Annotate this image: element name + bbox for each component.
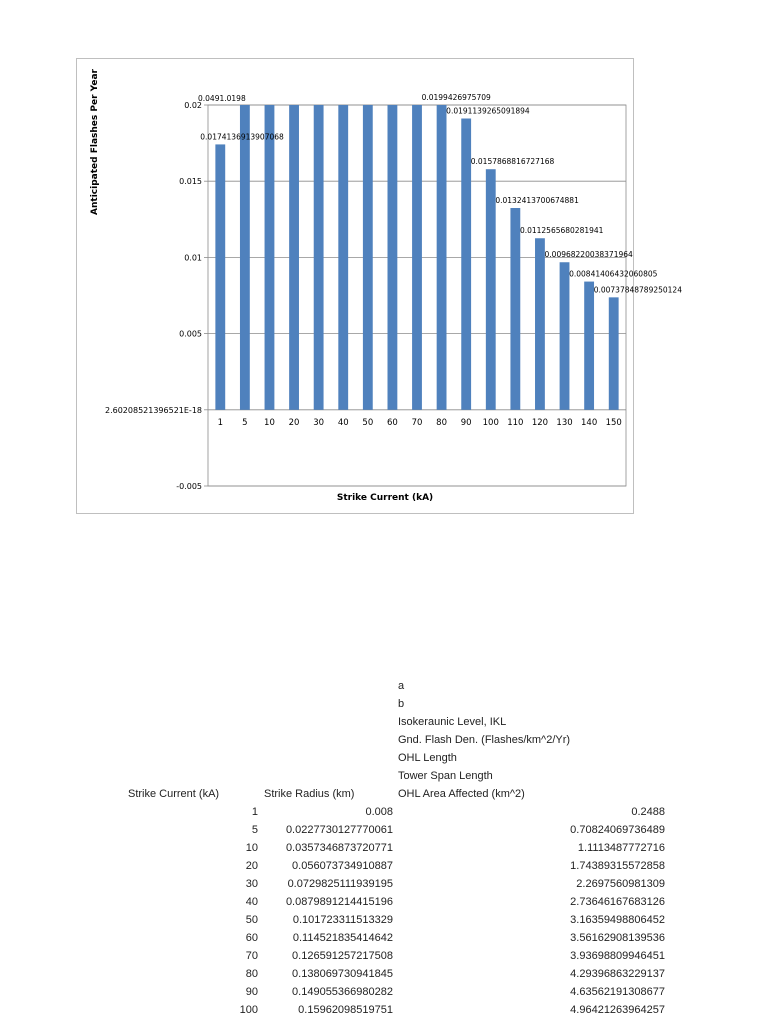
table-row <box>0 968 768 986</box>
strike-current-cell: 80 <box>245 968 258 980</box>
parameter-label: Isokeraunic Level, IKL <box>398 716 507 728</box>
area-affected-cell: 4.96421263964257 <box>570 1004 665 1016</box>
table-row <box>0 986 768 1004</box>
strike-current-cell: 5 <box>251 824 258 836</box>
strike-current-cell: 1 <box>251 806 258 818</box>
area-affected-cell: 1.74389315572858 <box>570 860 665 872</box>
data-label: 0.0199426975709 <box>421 93 491 102</box>
y-tick-label: 2.60208521396521E-18 <box>104 405 202 415</box>
strike-radius-cell: 0.114521835414642 <box>292 932 393 944</box>
strike-radius-cell: 0.056073734910887 <box>292 860 393 872</box>
x-tick-label: 140 <box>581 417 598 428</box>
strike-current-cell: 60 <box>245 932 258 944</box>
bar <box>437 105 447 410</box>
bar <box>363 105 373 410</box>
strike-radius-cell: 0.0879891214415196 <box>285 896 393 908</box>
header-strike-radius: Strike Radius (km) <box>264 788 355 800</box>
bar <box>215 144 225 409</box>
x-tick-label: 20 <box>288 417 300 428</box>
table-row <box>0 1004 768 1022</box>
area-affected-cell: 3.56162908139536 <box>570 932 665 944</box>
area-affected-cell: 2.73646167683126 <box>570 896 665 908</box>
table-row <box>0 824 768 842</box>
bar <box>560 262 570 410</box>
area-affected-cell: 4.29396863229137 <box>570 968 665 980</box>
table-row <box>0 860 768 878</box>
data-label: 0.0157868816727168 <box>470 157 555 167</box>
x-tick-label: 1 <box>217 417 224 428</box>
strike-radius-cell: 0.008 <box>365 806 393 818</box>
strike-radius-cell: 0.149055366980282 <box>292 986 393 998</box>
bar <box>338 105 348 410</box>
data-label: 0.0132413700674881 <box>495 196 579 206</box>
y-tick-label: 0.02 <box>184 101 202 110</box>
table-row <box>0 878 768 896</box>
data-label: 0.0112565680281941 <box>519 226 604 236</box>
parameter-label: OHL Area Affected (km^2) <box>398 788 525 800</box>
bar <box>240 105 250 410</box>
x-tick-label: 50 <box>362 417 374 428</box>
table-row <box>0 896 768 914</box>
area-affected-cell: 1.1113487772716 <box>577 842 665 854</box>
bar <box>584 282 594 410</box>
y-tick-label: 0.01 <box>184 253 202 263</box>
parameter-label: Gnd. Flash Den. (Flashes/km^2/Yr) <box>398 734 571 746</box>
bar <box>535 238 545 410</box>
x-axis-title: Strike Current (kA) <box>336 493 434 503</box>
data-label: 0.00968220038371964 <box>544 250 633 260</box>
parameter-label: b <box>398 698 405 710</box>
strike-current-cell: 70 <box>245 950 258 962</box>
bar <box>609 297 619 409</box>
x-tick-label: 40 <box>337 417 349 428</box>
data-label: 0.00841406432060805 <box>569 269 658 279</box>
data-label: 0.0174136913907068 <box>200 132 284 142</box>
x-tick-label: 10 <box>264 417 275 428</box>
area-affected-cell: 3.16359498806452 <box>570 914 665 926</box>
bar <box>461 119 471 410</box>
area-affected-cell: 4.63562191308677 <box>570 986 665 998</box>
data-label-overlap: 0.0491.0198 <box>198 94 246 103</box>
x-tick-label: 130 <box>556 417 573 428</box>
bar <box>510 208 520 410</box>
x-tick-labels <box>218 418 622 428</box>
data-label: 0.00737848789250124 <box>593 285 682 295</box>
table-row <box>0 932 768 950</box>
area-affected-cell: 0.70824069736489 <box>570 824 665 836</box>
y-tick-label: 0.005 <box>179 329 202 339</box>
y-tick-label: 0.015 <box>179 177 202 187</box>
x-tick-label: 5 <box>242 417 248 428</box>
bar <box>412 105 422 410</box>
area-affected-cell: 2.2697560981309 <box>576 878 665 890</box>
table-row <box>0 950 768 968</box>
strike-radius-cell: 0.15962098519751 <box>298 1004 393 1016</box>
x-tick-label: 70 <box>411 417 423 428</box>
x-tick-label: 90 <box>460 417 472 428</box>
strike-radius-cell: 0.126591257217508 <box>292 950 393 962</box>
header-strike-current: Strike Current (kA) <box>128 788 220 800</box>
x-tick-label: 30 <box>313 417 325 428</box>
bar <box>265 105 275 410</box>
table-row <box>0 806 768 824</box>
y-axis-title: Anticipated Flashes Per Year <box>90 69 100 215</box>
area-affected-cell: 0.2488 <box>631 806 665 818</box>
table-row <box>0 914 768 932</box>
table-row <box>0 842 768 860</box>
y-tick-labels <box>105 101 202 491</box>
x-tick-label: 150 <box>605 417 622 428</box>
x-tick-label: 80 <box>436 417 448 428</box>
data-label: 0.0191139265091894 <box>446 106 530 116</box>
x-tick-label: 110 <box>507 417 524 428</box>
bar <box>289 105 299 410</box>
parameter-label: a <box>398 680 405 692</box>
x-tick-label: 100 <box>482 417 499 428</box>
strike-radius-cell: 0.0357346873720771 <box>285 842 393 854</box>
bar <box>387 105 397 410</box>
y-tick-label: -0.005 <box>176 482 202 491</box>
bar <box>314 105 324 410</box>
parameter-label: OHL Length <box>398 752 457 764</box>
strike-radius-cell: 0.0227730127770061 <box>285 824 393 836</box>
area-affected-cell: 3.93698809946451 <box>570 950 665 962</box>
strike-current-cell: 20 <box>245 860 258 872</box>
strike-radius-cell: 0.101723311513329 <box>292 914 393 926</box>
strike-current-cell: 90 <box>245 986 258 998</box>
strike-current-cell: 30 <box>245 878 258 890</box>
strike-current-cell: 10 <box>245 842 258 854</box>
strike-current-cell: 40 <box>245 896 258 908</box>
parameter-label: Tower Span Length <box>398 770 493 782</box>
x-tick-label: 60 <box>386 417 398 428</box>
bar <box>486 169 496 410</box>
strike-current-cell: 100 <box>239 1004 258 1016</box>
x-tick-label: 120 <box>531 417 549 428</box>
strike-radius-cell: 0.0729825111939195 <box>287 878 393 890</box>
strike-radius-cell: 0.138069730941845 <box>292 968 393 980</box>
strike-current-cell: 50 <box>245 914 258 926</box>
